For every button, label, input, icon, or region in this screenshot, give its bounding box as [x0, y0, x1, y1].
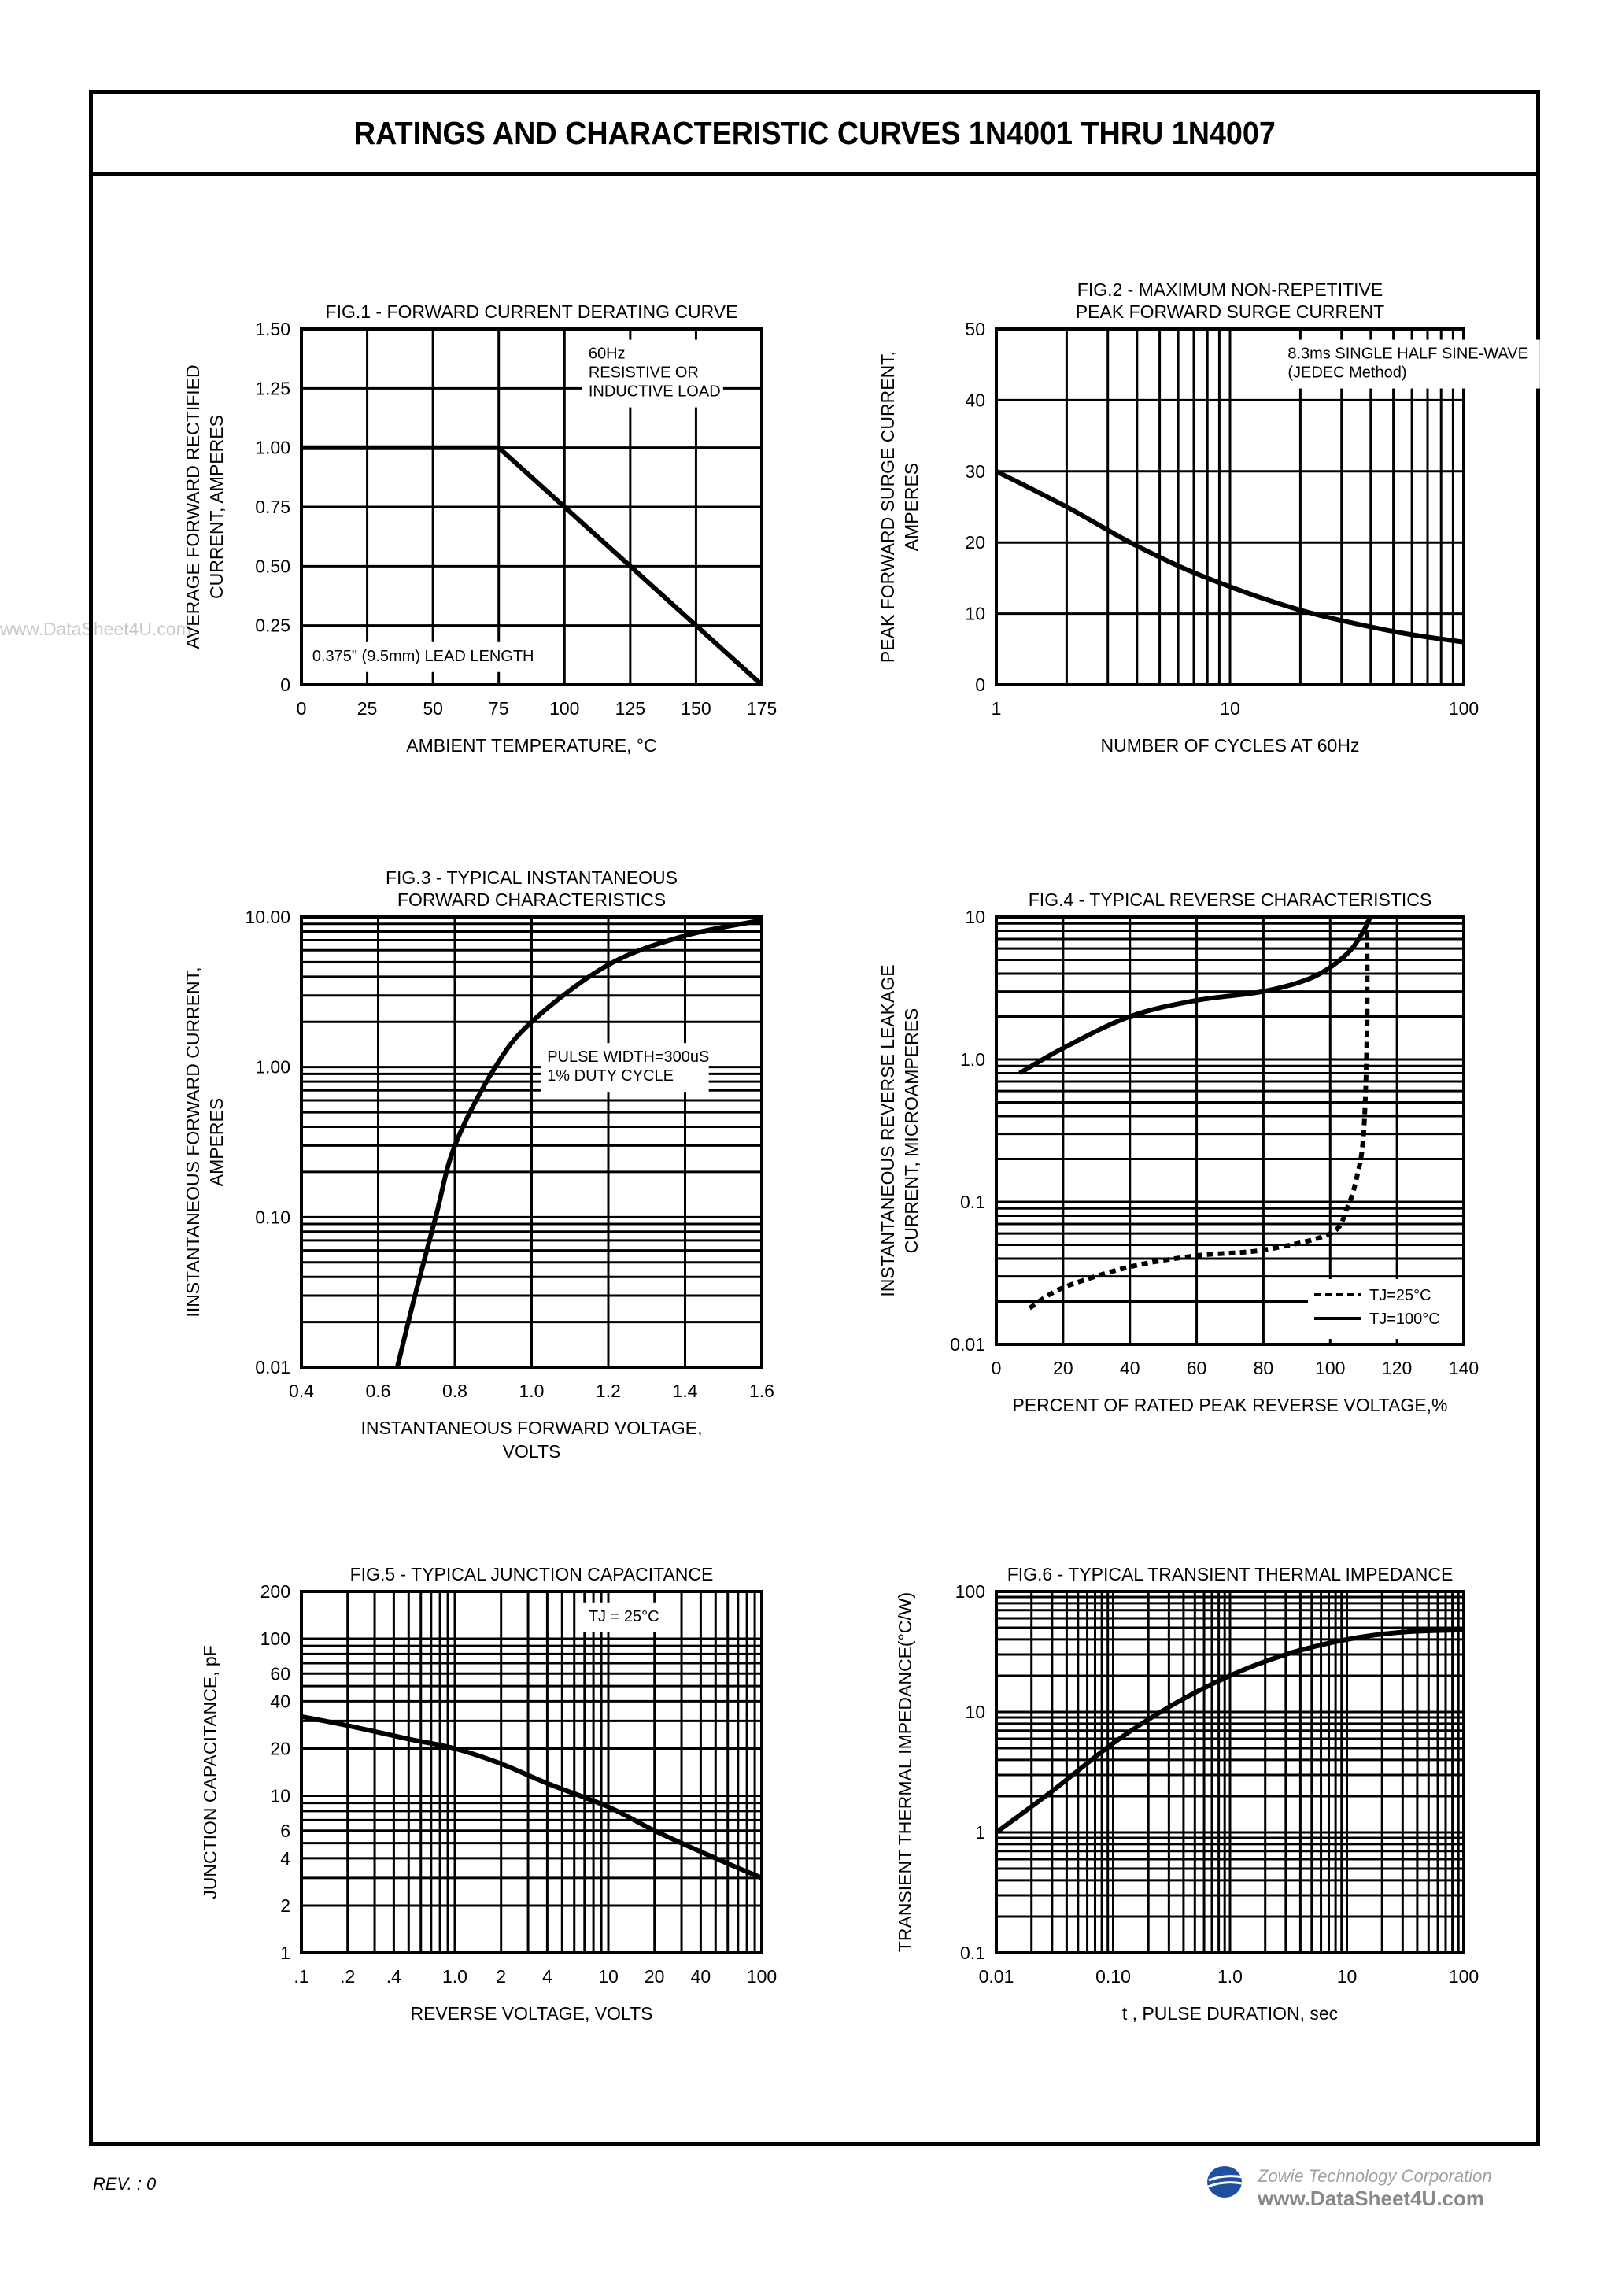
footer-url: www.DataSheet4U.com: [1258, 2187, 1485, 2210]
fig4-xtick-label: 40: [1119, 1358, 1140, 1378]
fig3-annotation-text: 1% DUTY CYCLE: [547, 1067, 674, 1085]
fig5-xtick-label: .2: [340, 1966, 356, 1987]
fig4-xtick-label: 140: [1448, 1358, 1479, 1378]
fig6-ylabel: TRANSIENT THERMAL IMPEDANCE(°C/W): [895, 1592, 915, 1953]
fig2-xtick-label: 10: [1220, 698, 1240, 719]
fig4-ytick-label: 10: [965, 907, 985, 927]
fig4-xtick-label: 100: [1315, 1358, 1346, 1378]
fig5-xtick-label: 4: [542, 1966, 552, 1987]
fig3-xtick-label: 1.2: [596, 1381, 621, 1401]
fig5-title: FIG.5 - TYPICAL JUNCTION CAPACITANCE: [349, 1564, 714, 1584]
fig1-ytick-label: 0.75: [255, 497, 290, 517]
fig5-ytick-label: 4: [280, 1847, 290, 1869]
fig2-xtick-label: 100: [1448, 698, 1479, 719]
fig1-xtick-label: 125: [615, 698, 646, 719]
fig4-legend-label: TJ=100°C: [1369, 1311, 1440, 1328]
watermark-left: www.DataSheet4U.com: [0, 619, 191, 639]
fig4-xtick-label: 20: [1053, 1358, 1073, 1378]
fig3-ytick-label: 10.00: [245, 907, 290, 927]
fig2-title: PEAK FORWARD SURGE CURRENT: [1075, 301, 1385, 322]
fig6-ytick-label: 1: [975, 1822, 985, 1843]
fig3-ytick-label: 0.10: [255, 1207, 290, 1228]
fig3-title: FORWARD CHARACTERISTICS: [397, 889, 667, 910]
fig5-xtick-label: 20: [644, 1966, 665, 1987]
fig4-xtick-label: 60: [1186, 1358, 1207, 1378]
fig3-xtick-label: 1.4: [672, 1381, 698, 1401]
fig6-xtick-label: 0.10: [1095, 1966, 1131, 1987]
fig1-ytick-label: 0.25: [255, 615, 290, 636]
fig1-xtick-label: 150: [681, 698, 711, 719]
fig1-ytick-label: 1.00: [255, 437, 290, 458]
company-logo-icon: [1204, 2163, 1248, 2201]
fig1-xtick-label: 0: [296, 698, 307, 719]
fig4-xlabel: PERCENT OF RATED PEAK REVERSE VOLTAGE,%: [1012, 1395, 1448, 1415]
fig6-xlabel: t , PULSE DURATION, sec: [1121, 2003, 1339, 2024]
fig1-xtick-label: 100: [549, 698, 580, 719]
fig3-xlabel: INSTANTANEOUS FORWARD VOLTAGE,: [360, 1418, 703, 1438]
fig2-ylabel: AMPERES: [901, 462, 922, 552]
fig5-ytick-label: 40: [270, 1691, 290, 1712]
fig1-xlabel: AMBIENT TEMPERATURE, °C: [406, 735, 657, 756]
fig1-ytick-label: 1.50: [255, 319, 290, 339]
fig5-ytick-label: 60: [270, 1663, 290, 1684]
fig1-title: FIG.1 - FORWARD CURRENT DERATING CURVE: [325, 301, 738, 322]
fig2-annotation-text: 8.3ms SINGLE HALF SINE-WAVE: [1287, 345, 1528, 363]
fig1-xtick-label: 75: [488, 698, 509, 719]
fig1-ylabel: AVERAGE FORWARD RECTIFIED: [183, 364, 203, 649]
fig3-xlabel: VOLTS: [502, 1441, 561, 1462]
fig4-xtick-label: 120: [1381, 1358, 1413, 1378]
fig3-ytick-label: 0.01: [255, 1357, 290, 1377]
fig3-xtick-label: 0.8: [442, 1381, 467, 1401]
fig2-xlabel: NUMBER OF CYCLES AT 60Hz: [1100, 735, 1360, 756]
fig1-xtick-label: 25: [356, 698, 378, 719]
fig6-title: FIG.6 - TYPICAL TRANSIENT THERMAL IMPEDANCE: [1007, 1564, 1454, 1584]
fig4-ylabel: INSTANTANEOUS REVERSE LEAKAGE: [877, 964, 898, 1297]
fig6-xtick-label: 100: [1448, 1966, 1479, 1987]
fig5-ytick-label: 20: [270, 1738, 290, 1759]
fig6-ytick-label: 100: [955, 1581, 985, 1602]
fig6-xtick-label: 0.01: [978, 1966, 1014, 1987]
revision-label: REV. : 0: [93, 2174, 157, 2194]
fig1-ytick-label: 0.50: [255, 556, 290, 577]
fig6-ytick-label: 10: [965, 1702, 985, 1722]
fig5-ytick-label: 10: [270, 1785, 290, 1806]
fig2-ytick-label: 50: [965, 319, 985, 339]
fig5-ytick-label: 2: [280, 1895, 290, 1916]
company-name: Zowie Technology Corporation: [1258, 2166, 1492, 2186]
fig1-annotation-text: 0.375" (9.5mm) LEAD LENGTH: [312, 647, 534, 665]
fig5-ytick-label: 6: [280, 1820, 290, 1841]
fig6-grid: [996, 1592, 1464, 1953]
fig6-ytick-label: 0.1: [960, 1943, 985, 1963]
fig5-xtick-label: 1.0: [442, 1966, 467, 1987]
fig4-ytick-label: 1.0: [960, 1049, 985, 1070]
fig2-ytick-label: 20: [965, 532, 985, 553]
fig3-title: FIG.3 - TYPICAL INSTANTANEOUS: [385, 867, 678, 888]
fig2-ytick-label: 0: [975, 675, 985, 695]
fig6-xtick-label: 1.0: [1217, 1966, 1243, 1987]
fig2-ylabel: PEAK FORWARD SURGE CURRENT,: [877, 350, 898, 664]
fig4-ylabel: CURRENT, MICROAMPERES: [901, 1008, 922, 1254]
fig3-xtick-label: 1.0: [519, 1381, 545, 1401]
fig5-ylabel: JUNCTION CAPACITANCE, pF: [200, 1645, 220, 1899]
fig5-xtick-label: .4: [386, 1966, 401, 1987]
fig1-ytick-label: 0: [280, 675, 290, 695]
fig4-title: FIG.4 - TYPICAL REVERSE CHARACTERISTICS: [1028, 889, 1432, 910]
fig5-xlabel: REVERSE VOLTAGE, VOLTS: [410, 2003, 653, 2024]
fig1-annotation-text: 60Hz: [588, 345, 626, 363]
page-title: RATINGS AND CHARACTERISTIC CURVES 1N4001 THRU 1N4007: [353, 114, 1276, 151]
fig3-xtick-label: 0.6: [365, 1381, 391, 1401]
fig3-annotation-text: PULSE WIDTH=300uS: [547, 1048, 710, 1067]
fig2-annotation-text: (JEDEC Method): [1287, 364, 1407, 382]
fig3-xtick-label: 0.4: [289, 1381, 314, 1401]
fig4-ytick-label: 0.01: [950, 1334, 985, 1355]
fig2-ytick-label: 30: [965, 460, 985, 482]
fig1-annotation-text: RESISTIVE OR: [588, 364, 699, 382]
fig5-xtick-label: 40: [690, 1966, 711, 1987]
fig4-legend-label: TJ=25°C: [1369, 1287, 1431, 1304]
fig2-xtick-label: 1: [991, 698, 1002, 719]
fig3-ylabel: IINSTANTANEOUS FORWARD CURRENT,: [183, 967, 203, 1318]
fig4-xtick-label: 0: [991, 1358, 1002, 1378]
fig5-ytick-label: 200: [260, 1581, 290, 1602]
fig1-xtick-label: 175: [746, 698, 778, 719]
fig5-ytick-label: 100: [260, 1629, 290, 1650]
fig2-ytick-label: 10: [965, 603, 985, 624]
fig1-ylabel: CURRENT, AMPERES: [206, 415, 227, 599]
fig1-annotation-text: INDUCTIVE LOAD: [588, 383, 721, 401]
fig5-xtick-label: 2: [496, 1966, 507, 1987]
fig5-ytick-label: 1: [280, 1943, 290, 1963]
fig5-xtick-label: 10: [598, 1966, 619, 1987]
fig4-ytick-label: 0.1: [960, 1192, 985, 1212]
fig3-ylabel: AMPERES: [206, 1097, 227, 1187]
fig3-xtick-label: 1.6: [749, 1381, 774, 1401]
fig5-xtick-label: .1: [294, 1966, 309, 1987]
fig2-title: FIG.2 - MAXIMUM NON-REPETITIVE: [1077, 279, 1383, 300]
fig1-ytick-label: 1.25: [255, 378, 290, 399]
fig2-ytick-label: 40: [965, 390, 985, 411]
fig6-xtick-label: 10: [1336, 1966, 1358, 1987]
fig3-ytick-label: 1.00: [255, 1056, 290, 1078]
fig1-xtick-label: 50: [423, 698, 443, 719]
fig5-annotation-text: TJ = 25°C: [588, 1607, 659, 1625]
fig5-xtick-label: 100: [746, 1966, 778, 1987]
fig4-xtick-label: 80: [1253, 1358, 1274, 1378]
